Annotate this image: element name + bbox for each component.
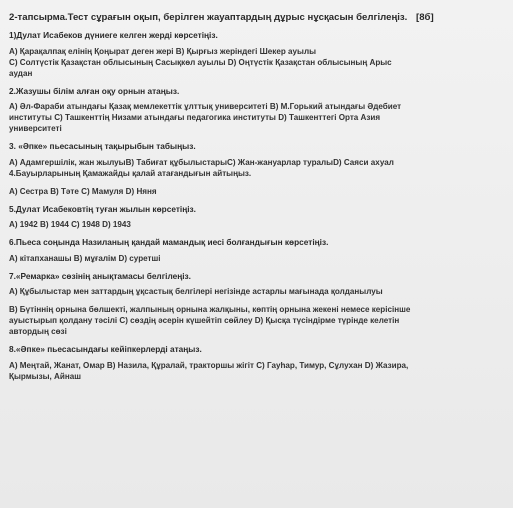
- question-text: 7.«Ремарка» сөзінің анықтамасы белгілеңіз.: [9, 270, 191, 281]
- answers-4: [9, 186, 504, 197]
- task-title: [9, 12, 504, 24]
- question-7: [9, 271, 504, 282]
- answers-6: [9, 253, 504, 264]
- question-text: 5.Дулат Исабековтің туған жылын көрсетіңіз.: [9, 203, 196, 214]
- answers-8: [9, 360, 504, 382]
- answer-line: ауыстырып қолдану тәсілі C) сөздің әсерін күшейтіп сөйлеу D) Қысқа түсіндірме түрінде келетін: [9, 316, 400, 325]
- question-6: [9, 237, 504, 248]
- answer-line: 4.Бауырларының Қамажайды қалай атағандығын айтыңыз.: [9, 168, 252, 178]
- answer-line: A) Меңтай, Жанат, Омар B) Назила, Құралай, тракторшы жігіт C) Гауһар, Тимур, Сұлухан D) Жазира,: [9, 360, 409, 370]
- answer-line: C) Солтүстік Қазақстан облысының Сасықкөл ауылы D) Оңтүстік Қазақстан облысының Арыс: [9, 57, 392, 67]
- answer-line: институты C) Ташкенттің Низами атындағы педагогика институты D) Ташкенттегі Орта Азия: [9, 113, 381, 122]
- answers-2: [9, 101, 504, 134]
- answer-line: A) Әл-Фараби атындағы Қазақ мемлекеттік ұлттық университеті B) М.Горький атындағы Әдебиет: [9, 102, 402, 111]
- answers-1: [9, 46, 504, 79]
- question-text: 2.Жазушы білім алған оқу орнын атаңыз.: [9, 85, 180, 96]
- answer-line: аудан: [9, 68, 33, 78]
- question-2: [9, 86, 504, 97]
- answer-line: A) Құбылыстар мен заттардың ұқсастық белгілері негізінде астарлы мағынада қолданылуы: [9, 287, 383, 296]
- answer-line: A) Қарақалпақ елінің Қоңырат деген жері B) Қырғыз жеріндегі Шекер ауылы: [9, 46, 317, 56]
- answer-line: A) 1942 B) 1944 C) 1948 D) 1943: [9, 220, 131, 229]
- task-points: [8б]: [416, 12, 434, 23]
- question-text: 1)Дулат Исабеков дүниеге келген жерді көрсетіңіз.: [9, 30, 218, 40]
- answers-7b: [9, 304, 504, 337]
- answers-3: [9, 157, 504, 179]
- task-title-text: 2-тапсырма.Тест сұрағын оқып, берілген жауаптардың дұрыс нұсқасын белгілеңіз.: [9, 12, 408, 23]
- answer-line: университеті: [9, 124, 62, 133]
- answer-line: A) Адамгершілік, жан жылуыB) Табиғат құбылыстарыC) Жан-жануарлар туралыD) Саяси ахуал: [9, 157, 394, 167]
- question-text: 6.Пьеса соңында Назиланың қандай мамандық иесі болғандығын көрсетіңіз.: [9, 237, 329, 247]
- answer-line: A) Сестра B) Тәте C) Мамуля D) Няня: [9, 186, 157, 196]
- question-text: 8.«Әпке» пьесасындағы кейіпкерлерді атаңыз.: [9, 344, 202, 354]
- answer-line: автордың сөзі: [9, 327, 67, 336]
- question-1: [9, 30, 504, 41]
- answer-line: A) кітапханашы B) мұғалім D) суретші: [9, 253, 161, 263]
- question-text: 3. «Әпке» пьесасының тақырыбын табыңыз.: [9, 141, 196, 151]
- answers-5: [9, 219, 504, 230]
- answers-7a: [9, 286, 504, 297]
- answer-line: Қырмызы, Айнаш: [9, 371, 81, 381]
- question-3: [9, 141, 504, 152]
- answer-line: B) Бүтіннің орнына бөлшекті, жалпының орнына жалқыны, көптің орнына жекені немесе керісінше: [9, 305, 411, 314]
- question-8: [9, 344, 504, 355]
- question-5: [9, 204, 504, 215]
